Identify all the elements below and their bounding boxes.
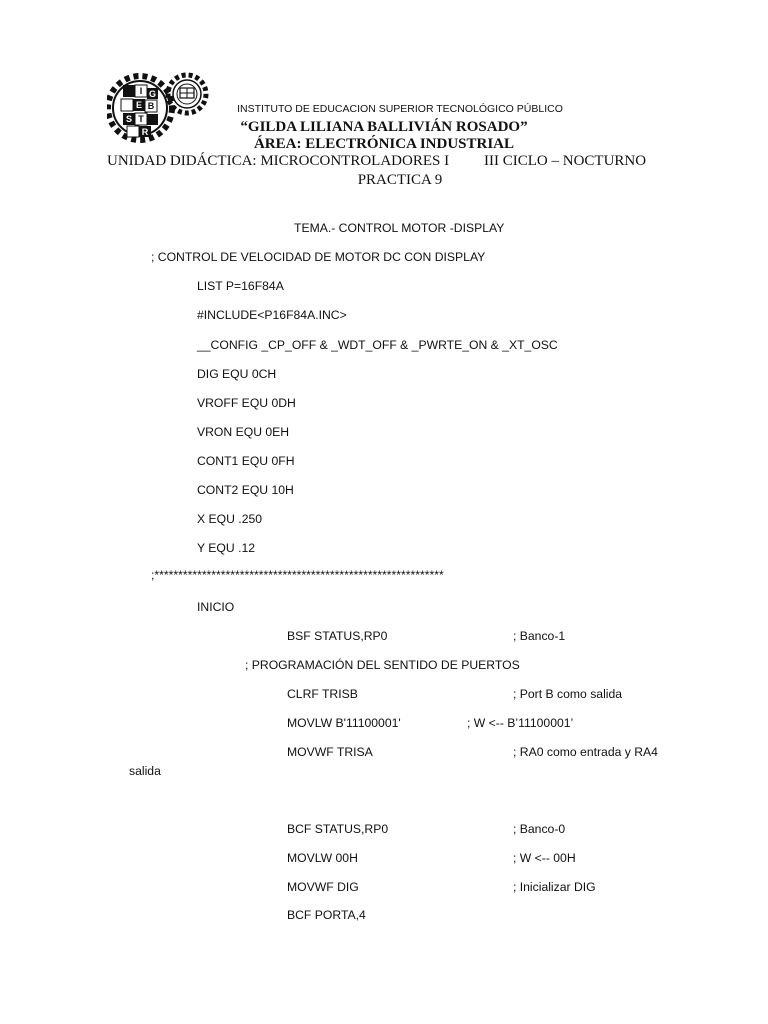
- code-comment: ; W <-- B’11100001’: [467, 716, 574, 730]
- practica-title: PRACTICA 9: [357, 172, 443, 188]
- code-comment: ; Banco-1: [513, 629, 566, 643]
- code-comment: ; Banco-0: [513, 822, 566, 836]
- code-line: CONT2 EQU 10H: [197, 483, 294, 497]
- code-comment: ; Port B como salida: [513, 687, 623, 701]
- code-comment: ; Inicializar DIG: [513, 880, 596, 894]
- code-line: BCF PORTA,4: [287, 908, 366, 922]
- institute-name: “GILDA LILIANA BALLIVIÁN ROSADO”: [240, 119, 528, 135]
- code-line: CONT1 EQU 0FH: [197, 454, 295, 468]
- ciclo-label: III CICLO – NOCTURNO: [484, 153, 647, 169]
- logo-block-letter: I: [139, 86, 143, 96]
- logo-block-letter: T: [138, 114, 144, 124]
- code-line: #INCLUDE<P16F84A.INC>: [197, 308, 347, 322]
- code-comment: ; RA0 como entrada y RA4: [513, 745, 658, 759]
- code-comment: ; PROGRAMACIÓN DEL SENTIDO DE PUERTOS: [245, 658, 520, 672]
- code-line: __CONFIG _CP_OFF & _WDT_OFF & _PWRTE_ON & _XT_OSC: [197, 338, 558, 352]
- logo-block-letter: S: [125, 114, 133, 124]
- unidad-didactica: UNIDAD DIDÁCTICA: MICROCONTROLADORES I: [107, 153, 450, 169]
- code-line: BSF STATUS,RP0: [287, 629, 388, 643]
- label-inicio: INICIO: [197, 600, 235, 614]
- code-line: VRON EQU 0EH: [197, 425, 290, 439]
- logo-block-letter: R: [141, 127, 149, 137]
- logo-block-letter: E: [135, 100, 143, 110]
- code-line: MOVLW 00H: [287, 851, 358, 865]
- code-line: CLRF TRISB: [287, 687, 358, 701]
- logo-block-letter: G: [148, 89, 157, 99]
- code-line: X EQU .250: [197, 512, 263, 526]
- separator-line: ;*************************************************************: [151, 568, 444, 582]
- code-comment-wrap: salida: [129, 764, 161, 778]
- code-comment: ; CONTROL DE VELOCIDAD DE MOTOR DC CON DISPLAY: [151, 250, 486, 264]
- code-line: MOVWF DIG: [287, 880, 359, 894]
- code-comment: ; W <-- 00H: [513, 851, 576, 865]
- area-title: ÁREA: ELECTRÓNICA INDUSTRIAL: [253, 136, 515, 152]
- code-line: DIG EQU 0CH: [197, 367, 277, 381]
- institute-line: INSTITUTO DE EDUCACION SUPERIOR TECNOLÓGICO PÚBLICO: [237, 103, 563, 115]
- code-line: BCF STATUS,RP0: [287, 822, 389, 836]
- code-line: MOVLW B'11100001': [287, 716, 401, 730]
- code-line: VROFF EQU 0DH: [197, 396, 296, 410]
- code-line: LIST P=16F84A: [197, 279, 284, 293]
- code-line: MOVWF TRISA: [287, 745, 373, 759]
- code-line: Y EQU .12: [197, 541, 256, 555]
- logo-block-letter: B: [147, 101, 155, 111]
- tema-heading: TEMA.- CONTROL MOTOR -DISPLAY: [294, 221, 505, 235]
